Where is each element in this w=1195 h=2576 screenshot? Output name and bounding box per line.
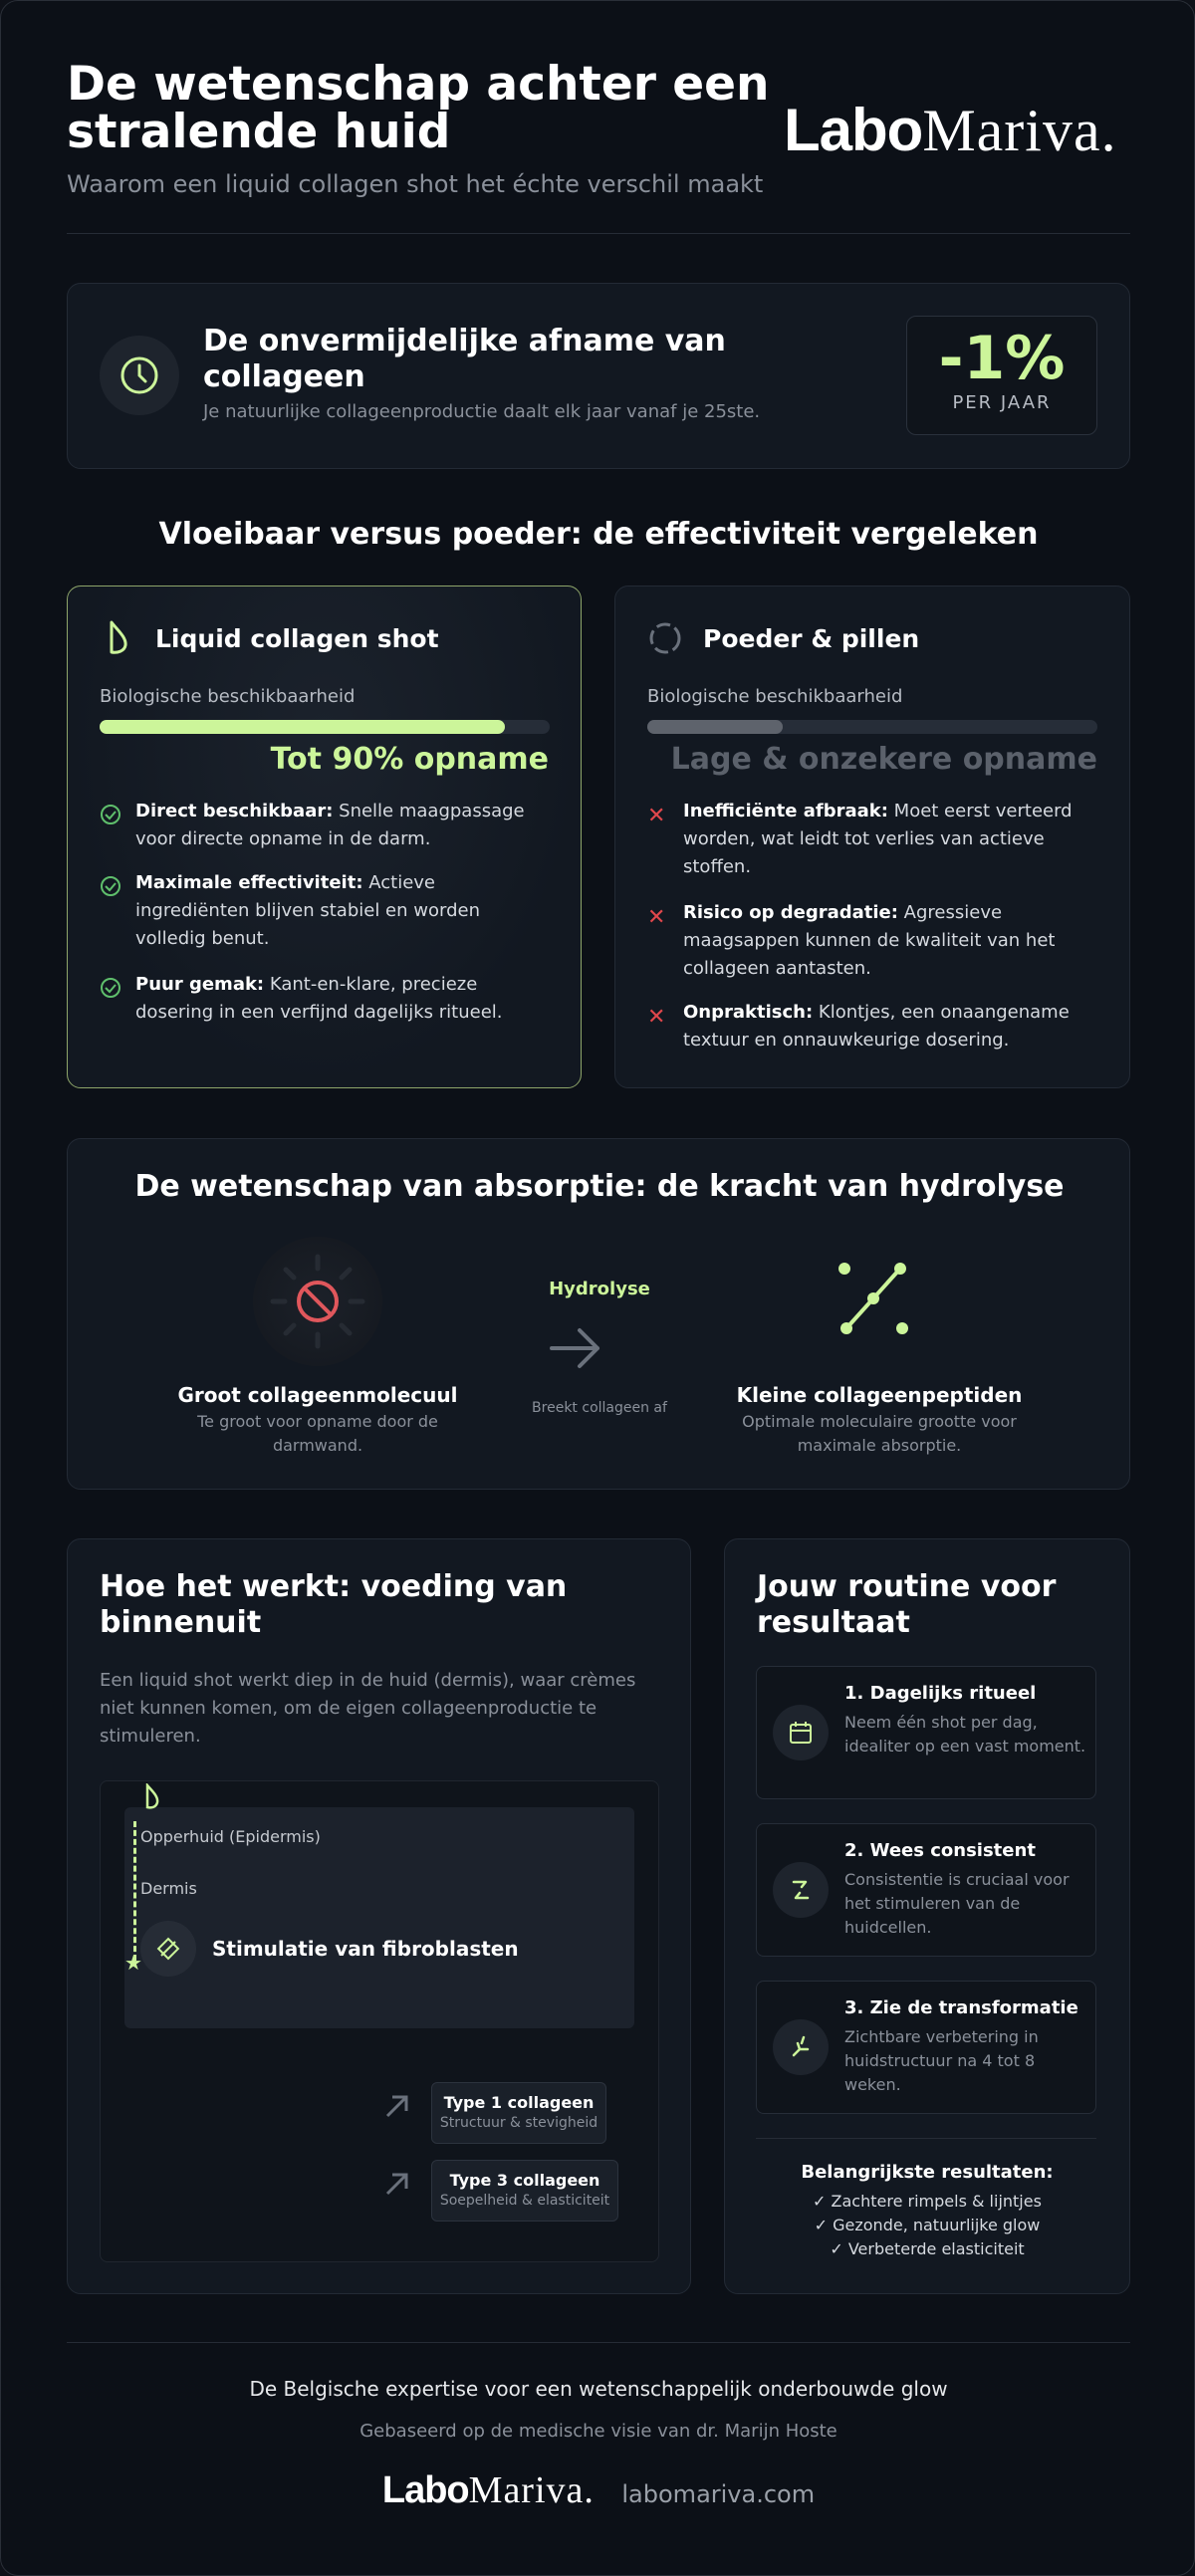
refresh-icon	[647, 620, 683, 660]
cross-icon: ✕	[647, 804, 666, 828]
footer-logo	[382, 2469, 604, 2511]
powder-bar-result: Lage & onzekere opname	[670, 742, 1097, 777]
small-peptides-description: Optimale moleculaire grootte voor maximale absorptie.	[742, 1412, 1017, 1455]
liquid-item-2	[135, 869, 554, 953]
powder-item-2	[683, 899, 1101, 983]
powder-item-3	[683, 999, 1101, 1054]
footer-logo-script: Mariva.	[468, 2469, 595, 2511]
type3-description: Soepelheid & elasticiteit	[439, 2193, 610, 2209]
absorption-path-line	[133, 1821, 136, 1961]
fibroblast-icon	[140, 1921, 196, 1977]
liquid-item-3-bold: Puur gemak:	[135, 974, 265, 995]
liquid-item-1	[135, 798, 554, 853]
page-title	[67, 57, 784, 159]
how-description: Een liquid shot werkt diep in de huid (dermis), waar crèmes niet kunnen komen, om de eigen collageenproductie te stimuleren.	[100, 1670, 636, 1747]
type3-collagen-box	[431, 2160, 618, 2222]
clock-icon	[100, 336, 179, 415]
routine-title-line-1: Jouw routine voor	[757, 1569, 1057, 1604]
liquid-card	[67, 585, 582, 1088]
dermis-label: Dermis	[140, 1879, 197, 1898]
powder-item-2-text: Agressieve maagsappen kunnen de kwaliteit van het collageen aantasten.	[683, 902, 1056, 979]
skin-diagram	[100, 1780, 659, 2262]
liquid-item-3	[135, 971, 554, 1027]
cross-icon: ✕	[647, 1005, 666, 1030]
footer-tagline: De Belgische expertise voor een wetenschappelijk onderbouwde glow	[249, 2377, 948, 2401]
results-divider	[756, 2138, 1096, 2139]
liquid-item-2-text: Actieve ingrediënten blijven stabiel en worden volledig benut.	[135, 872, 480, 949]
routine-title-line-2: resultaat	[757, 1605, 910, 1640]
step-1-title: 1. Dagelijks ritueel	[844, 1683, 1037, 1704]
header-divider	[67, 233, 1130, 234]
fibroblast-label: Stimulatie van fibroblasten	[212, 1937, 519, 1961]
check-icon	[100, 804, 121, 830]
decline-stat-label: PER JAAR	[952, 392, 1052, 413]
decline-description: Je natuurlijke collageenproductie daalt elk jaar vanaf je 25ste.	[203, 401, 761, 422]
liquid-item-3-text: Kant-en-klare, precieze dosering in een verfijnd dagelijks ritueel.	[135, 974, 503, 1023]
sparkle-icon	[773, 2019, 829, 2075]
peptide-icon	[835, 1259, 914, 1342]
check-icon	[100, 977, 121, 1004]
step-2-title: 2. Wees consistent	[844, 1840, 1036, 1861]
how-title	[100, 1569, 567, 1641]
type3-title: Type 3 collageen	[449, 2171, 600, 2190]
ban-icon	[253, 1237, 382, 1366]
arrow-up-right-icon	[383, 2170, 411, 2202]
hydrolyse-label: Hydrolyse	[549, 1279, 650, 1299]
powder-item-3-text: Klontjes, een onaangename textuur en onnauwkeurige dosering.	[683, 1002, 1070, 1051]
collagen-decline-card	[67, 283, 1130, 469]
how-title-line-2: binnenuit	[100, 1605, 262, 1640]
results-list	[724, 2190, 1130, 2261]
absorption-title: De wetenschap van absorptie: de kracht van hydrolyse	[134, 1169, 1065, 1204]
type1-title: Type 1 collageen	[443, 2093, 595, 2112]
decline-title-line-2: collageen	[203, 359, 365, 394]
routine-title	[757, 1569, 1056, 1641]
result-item-1: ✓ Zachtere rimpels & lijntjes	[813, 2192, 1042, 2211]
powder-bioavailability-bar	[647, 720, 1097, 734]
step-3-title: 3. Zie de transformatie	[844, 1997, 1078, 2018]
powder-item-2-bold: Risico op degradatie:	[683, 902, 898, 923]
title-line-2: stralende huid	[67, 105, 451, 159]
cross-icon: ✕	[647, 905, 666, 930]
logo-bold: Labo	[784, 97, 923, 163]
routine-step-3	[756, 1981, 1096, 2114]
liquid-title: Liquid collagen shot	[155, 624, 439, 653]
step-3-description: Zichtbare verbetering in huidstructuur na 4 tot 8 weken.	[844, 2027, 1039, 2094]
results-title: Belangrijkste resultaten:	[801, 2162, 1054, 2183]
step-1-description: Neem één shot per dag, idealiter op een vast moment.	[844, 1713, 1086, 1756]
title-line-1: De wetenschap achter een	[67, 57, 770, 112]
liquid-bioavailability-bar	[100, 720, 550, 734]
step-2-description: Consistentie is cruciaal voor het stimuleren van de huidcellen.	[844, 1870, 1070, 1937]
how-it-works-card	[67, 1538, 691, 2294]
liquid-item-1-text: Snelle maagpassage voor directe opname in de darm.	[135, 801, 525, 849]
absorption-card	[67, 1138, 1130, 1490]
logo-script: Mariva.	[922, 98, 1117, 163]
liquid-bar-label: Biologische beschikbaarheid	[100, 686, 356, 707]
result-item-2: ✓ Gezonde, natuurlijke glow	[814, 2216, 1041, 2234]
arrow-right-icon	[546, 1318, 605, 1382]
type1-description: Structuur & stevigheid	[439, 2115, 598, 2131]
comparison-title: Vloeibaar versus poeder: de effectiviteit vergeleken	[158, 517, 1039, 552]
powder-title: Poeder & pillen	[703, 624, 920, 653]
powder-card	[614, 585, 1130, 1088]
decline-stat-badge	[906, 316, 1097, 435]
routine-step-2	[756, 1823, 1096, 1957]
small-peptides-title: Kleine collageenpeptiden	[736, 1383, 1023, 1407]
decline-title-line-1: De onvermijdelijke afname van	[203, 324, 726, 358]
check-icon	[100, 875, 121, 902]
footer-divider	[67, 2342, 1130, 2343]
footer-credit: Gebaseerd op de medische visie van dr. Marijn Hoste	[359, 2421, 837, 2442]
liquid-bar-fill	[100, 720, 505, 734]
powder-bar-fill	[647, 720, 783, 734]
drop-icon	[108, 620, 129, 660]
page-subtitle: Waarom een liquid collagen shot het échte verschil maakt	[67, 170, 764, 198]
routine-step-1	[756, 1666, 1096, 1799]
powder-item-3-bold: Onpraktisch:	[683, 1002, 814, 1023]
large-molecule-description: Te groot voor opname door de darmwand.	[197, 1412, 438, 1455]
liquid-item-1-bold: Direct beschikbaar:	[135, 801, 334, 821]
decline-stat: -1%	[938, 324, 1066, 393]
liquid-item-2-bold: Maximale effectiviteit:	[135, 872, 363, 893]
type1-collagen-box	[431, 2082, 606, 2144]
arrow-up-right-icon	[383, 2092, 411, 2124]
brand-logo	[784, 99, 1117, 162]
footer-logo-bold: Labo	[381, 2469, 469, 2511]
liquid-bar-result: Tot 90% opname	[270, 742, 549, 777]
drop-icon	[144, 1783, 160, 1815]
decline-title	[203, 324, 726, 395]
epidermis-label: Opperhuid (Epidermis)	[140, 1827, 321, 1846]
result-item-3: ✓ Verbeterde elasticiteit	[830, 2239, 1025, 2258]
powder-bar-label: Biologische beschikbaarheid	[647, 686, 903, 707]
powder-item-1-text: Moet eerst verteerd worden, wat leidt tot verlies van actieve stoffen.	[683, 801, 1073, 877]
powder-item-1-bold: Inefficiënte afbraak:	[683, 801, 888, 821]
footer-website[interactable]: labomariva.com	[621, 2480, 816, 2508]
how-title-line-1: Hoe het werkt: voeding van	[100, 1569, 568, 1604]
footer-brand	[1, 2468, 1195, 2512]
large-molecule-title: Groot collageenmolecuul	[177, 1383, 458, 1407]
hydrolyse-caption: Breekt collageen af	[532, 1400, 667, 1416]
calendar-icon	[773, 1705, 829, 1760]
star-icon: ★	[124, 1951, 142, 1975]
powder-item-1	[683, 798, 1101, 881]
repeat-icon	[773, 1862, 829, 1918]
